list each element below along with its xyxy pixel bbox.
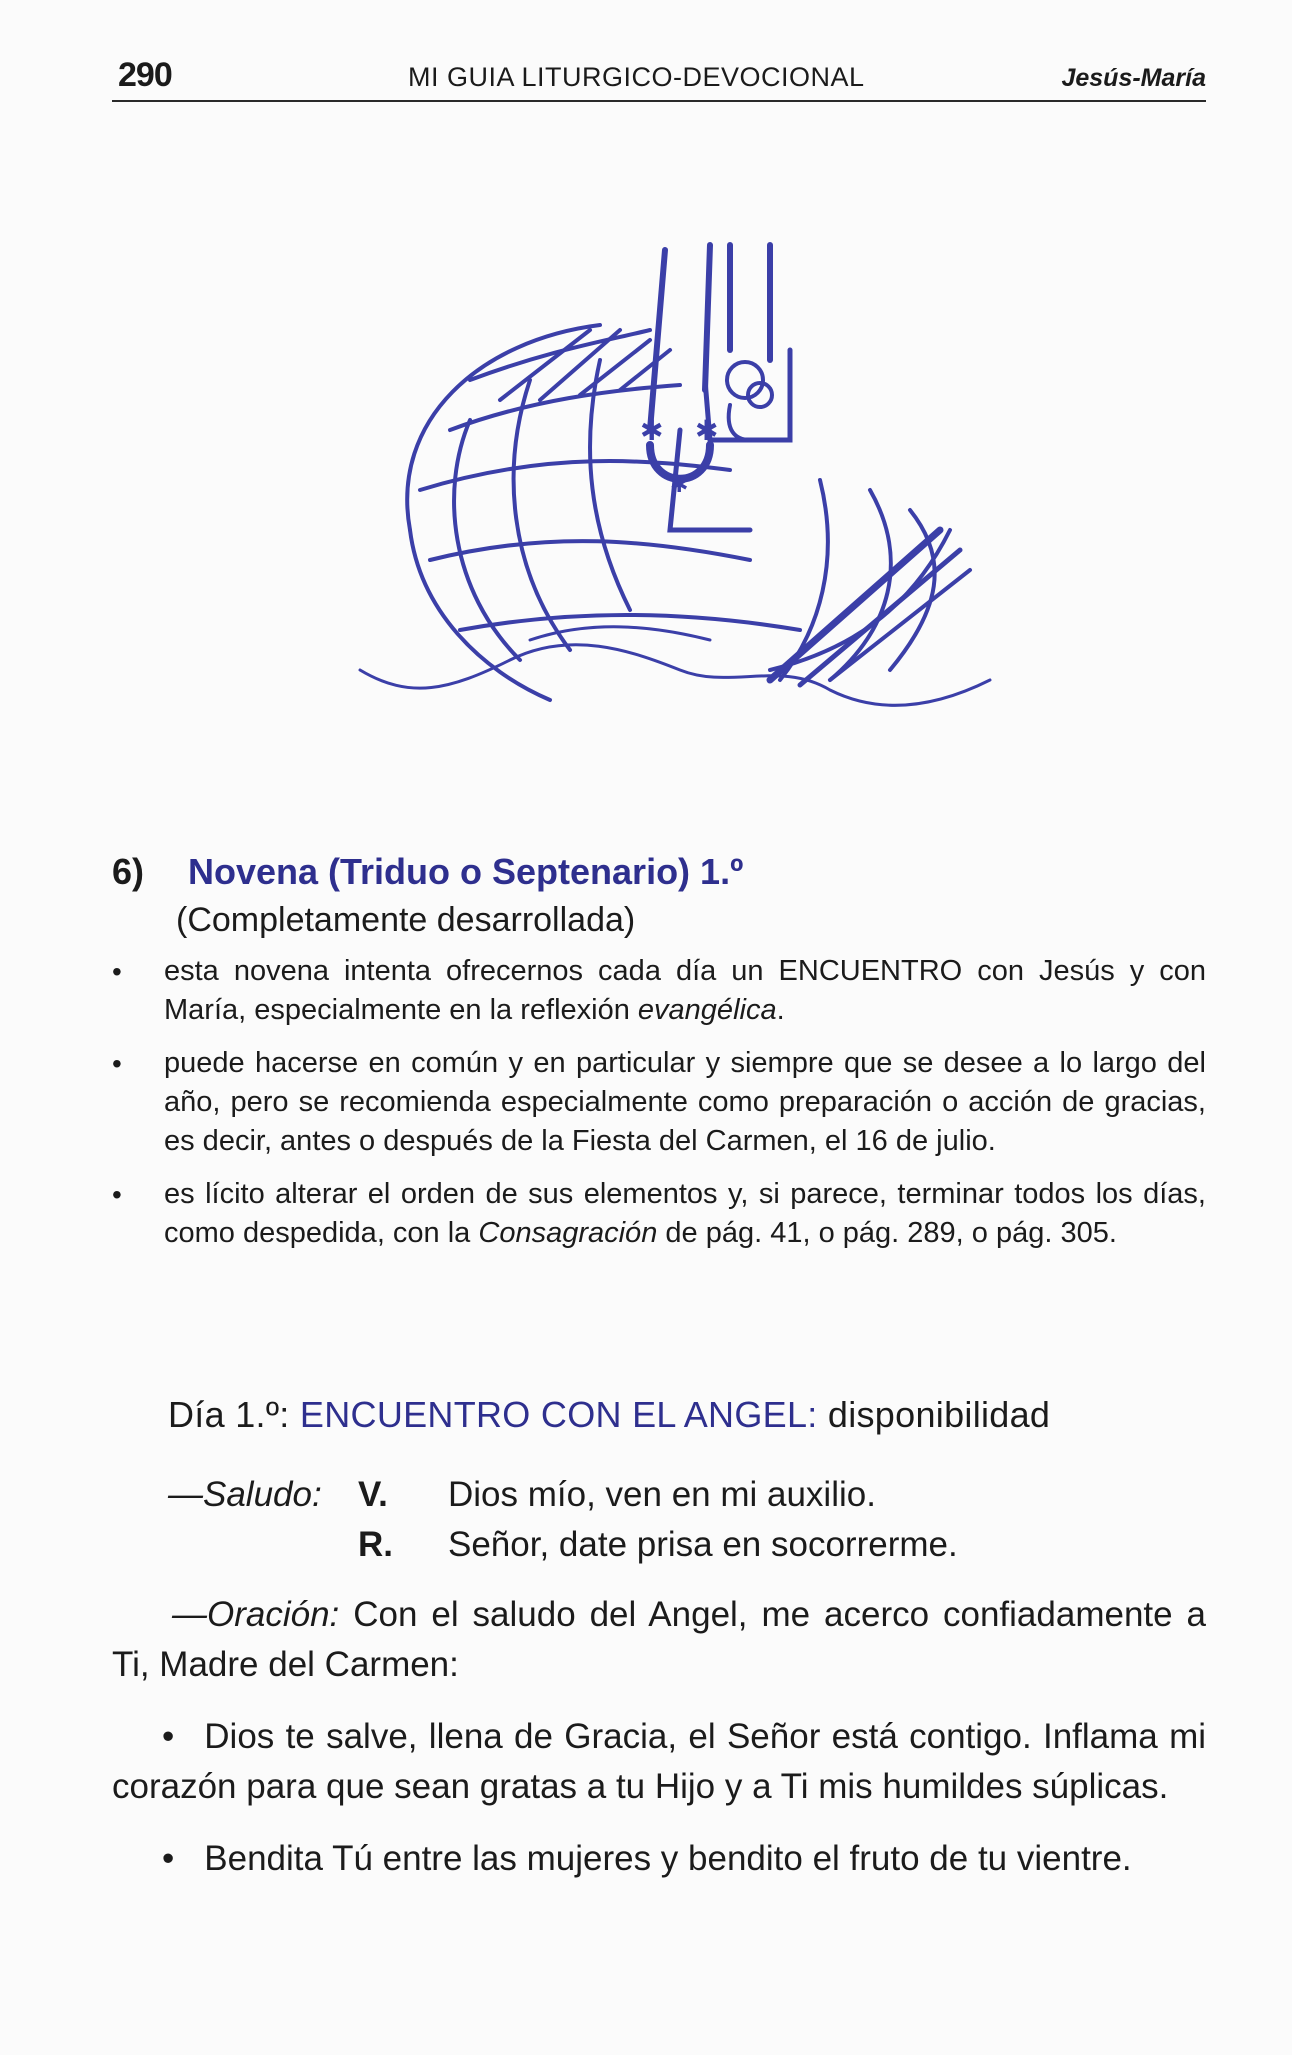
svg-text:✱: ✱ [670,472,689,497]
novena-section [112,850,1206,1267]
list-item: • puede hacerse en común y en particular y siempre que se desee a lo largo del año, pero se recomienda especialmente como preparación o acción de gracias, es decir, antes o después de la Fiesta del Carmen, el 16 de julio. [112,1044,1206,1161]
bullet-icon: • [162,1717,175,1756]
bullet-icon: • [112,1179,122,1210]
response-mark: R. [358,1525,393,1564]
list-item: • es lícito alterar el orden de sus elementos y, si parece, terminar todos los días, como despedida, con la Consagración de pág. 41, o pág. 289, o pág. 305. [112,1175,1206,1253]
oracion-intro: —Oración: Con el saludo del Angel, me acerco confiadamente a Ti, Madre del Carmen: [112,1595,1206,1684]
response-text: Señor, date prisa en socorrerme. [448,1525,958,1564]
svg-text:✱: ✱ [695,415,719,446]
prayer-item: • Dios te salve, llena de Gracia, el Señor está contigo. Inflama mi corazón para que sean gratas a tu Hijo y a Ti mis humildes súplicas. [112,1717,1206,1806]
section-subtitle: (Completamente desarrollada) [176,901,636,939]
list-item: • esta novena intenta ofrecernos cada día un ENCUENTRO con Jesús y con María, especialmente en la reflexión evangélica. [112,952,1206,1030]
section-heading [112,850,1206,894]
page-number: 290 [118,56,172,94]
saludo-block [168,1470,1168,1570]
versicle-text: Dios mío, ven en mi auxilio. [448,1475,876,1514]
day-prefix: Día 1.º: [168,1394,300,1435]
running-author: Jesús-María [1061,64,1206,92]
day-theme: disponibilidad [827,1394,1051,1435]
carmel-emblem-illustration [350,230,1030,830]
page-header [112,54,1206,102]
svg-text:✱: ✱ [640,415,664,446]
section-number: 6) [112,851,145,892]
oracion-label: —Oración: [172,1595,340,1634]
saludo-label: —Saludo: [168,1475,322,1514]
versicle-row [168,1470,1168,1520]
day-title: ENCUENTRO CON EL ANGEL: [299,1394,818,1435]
running-title: MI GUIA LITURGICO-DEVOCIONAL [408,62,865,92]
versicle-mark: V. [358,1475,388,1514]
bullet-icon: • [112,956,122,987]
prayer-item: • Bendita Tú entre las mujeres y bendito el fruto de tu vientre. [162,1839,1132,1878]
response-row [168,1520,1168,1570]
bullet-icon: • [112,1048,122,1079]
oracion-block [112,1590,1206,1884]
day-heading [168,1394,1050,1436]
intro-bullet-list [112,952,1206,1253]
bullet-icon: • [162,1839,175,1878]
section-title: Novena (Triduo o Septenario) 1.º [188,851,744,892]
